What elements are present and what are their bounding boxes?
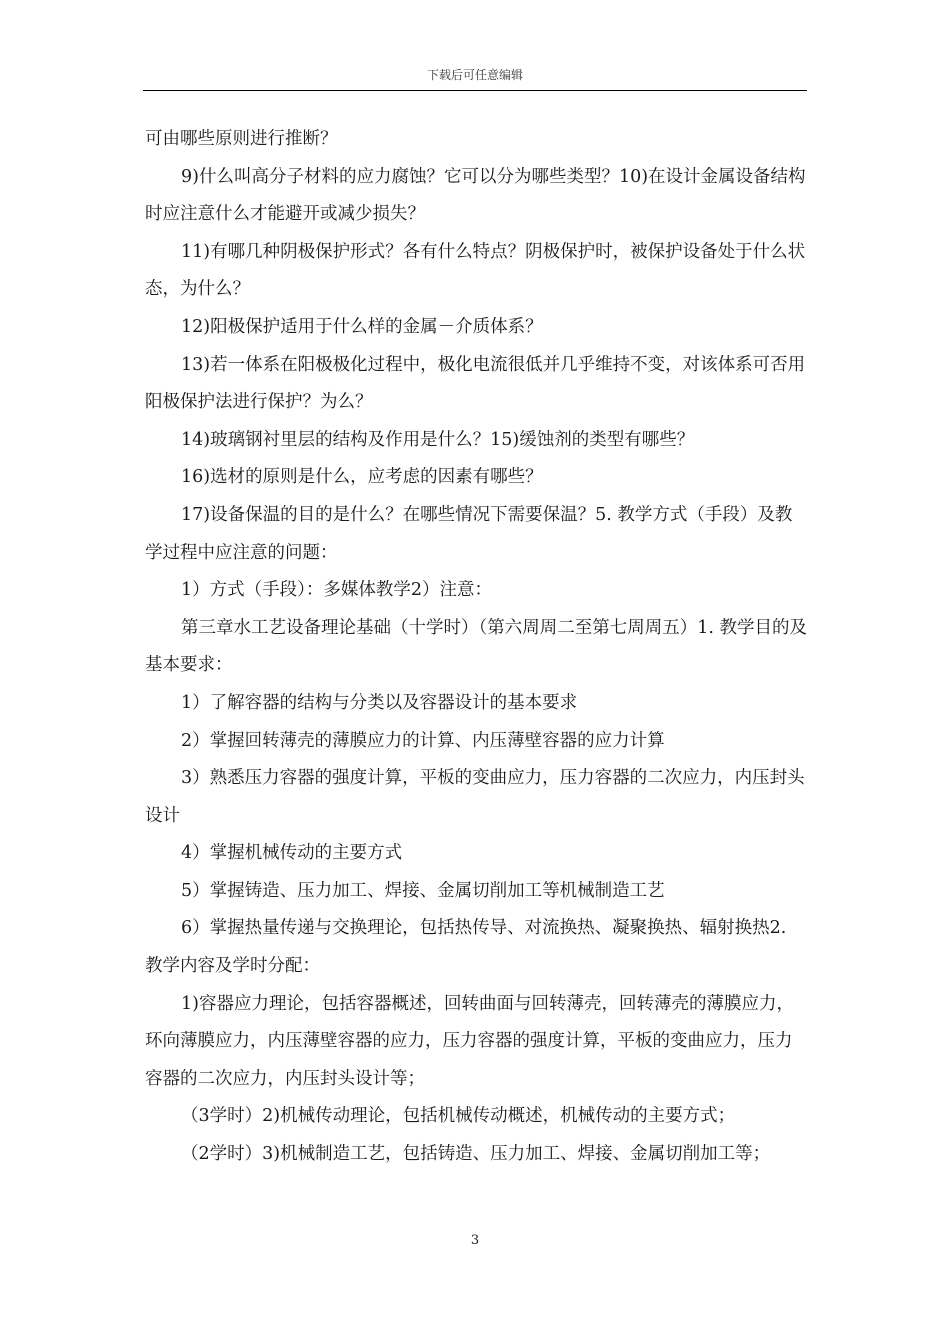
paragraph: 第三章水工艺设备理论基础（十学时）（第六周周二至第七周周五）1. 教学目的及基本要求： <box>145 617 808 676</box>
paragraph: 6）掌握热量传递与交换理论，包括热传导、对流换热、凝聚换热、辐射换热2. 教学内容及学时分配： <box>145 918 787 977</box>
paragraph: 2）掌握回转薄壳的薄膜应力的计算、内压薄壁容器的应力计算 <box>181 730 665 751</box>
paragraph: 16)选材的原则是什么，应考虑的因素有哪些？ <box>181 467 543 488</box>
paragraph: 1)容器应力理论，包括容器概述，回转曲面与回转薄壳，回转薄壳的薄膜应力，环向薄膜应力，内压薄壁容器的应力，压力容器的强度计算，平板的变曲应力，压力容器的二次应力，内压封头设计等； <box>145 993 794 1089</box>
paragraph: 17)设备保温的目的是什么？在哪些情况下需要保温？5. 教学方式（手段）及教学过程中应注意的问题： <box>145 504 793 563</box>
paragraph: 1）方式（手段）：多媒体教学2）注意： <box>181 580 493 601</box>
paragraph: 13)若一体系在阳极极化过程中，极化电流很低并几乎维持不变，对该体系可否用阳极保护法进行保护？为么？ <box>145 354 806 413</box>
paragraph: 5）掌握铸造、压力加工、焊接、金属切削加工等机械制造工艺 <box>181 880 665 901</box>
paragraph: 12)阳极保护适用于什么样的金属－介质体系？ <box>181 316 543 337</box>
document-body <box>145 121 809 1174</box>
paragraph: 可由哪些原则进行推断？ <box>145 129 338 149</box>
paragraph: （2学时）3)机械制造工艺，包括铸造、压力加工、焊接、金属切削加工等； <box>181 1144 771 1165</box>
paragraph: 3）熟悉压力容器的强度计算，平板的变曲应力，压力容器的二次应力，内压封头设计 <box>145 768 805 826</box>
paragraph: 1）了解容器的结构与分类以及容器设计的基本要求 <box>181 692 578 713</box>
header-divider <box>143 90 807 91</box>
paragraph: （3学时）2)机械传动理论，包括机械传动概述，机械传动的主要方式； <box>181 1106 736 1127</box>
paragraph: 9)什么叫高分子材料的应力腐蚀？它可以分为哪些类型？10)在设计金属设备结构时应注意什么才能避开或减少损失？ <box>145 166 806 225</box>
paragraph: 4）掌握机械传动的主要方式 <box>181 843 403 864</box>
page-number: 3 <box>470 1233 480 1248</box>
paragraph: 11)有哪几种阴极保护形式？各有什么特点？阴极保护时，被保护设备处于什么状态，为什么？ <box>145 241 806 300</box>
paragraph: 14)玻璃钢衬里层的结构及作用是什么？15)缓蚀剂的类型有哪些？ <box>181 429 695 450</box>
page-header: 下载后可任意编辑 <box>426 68 523 82</box>
